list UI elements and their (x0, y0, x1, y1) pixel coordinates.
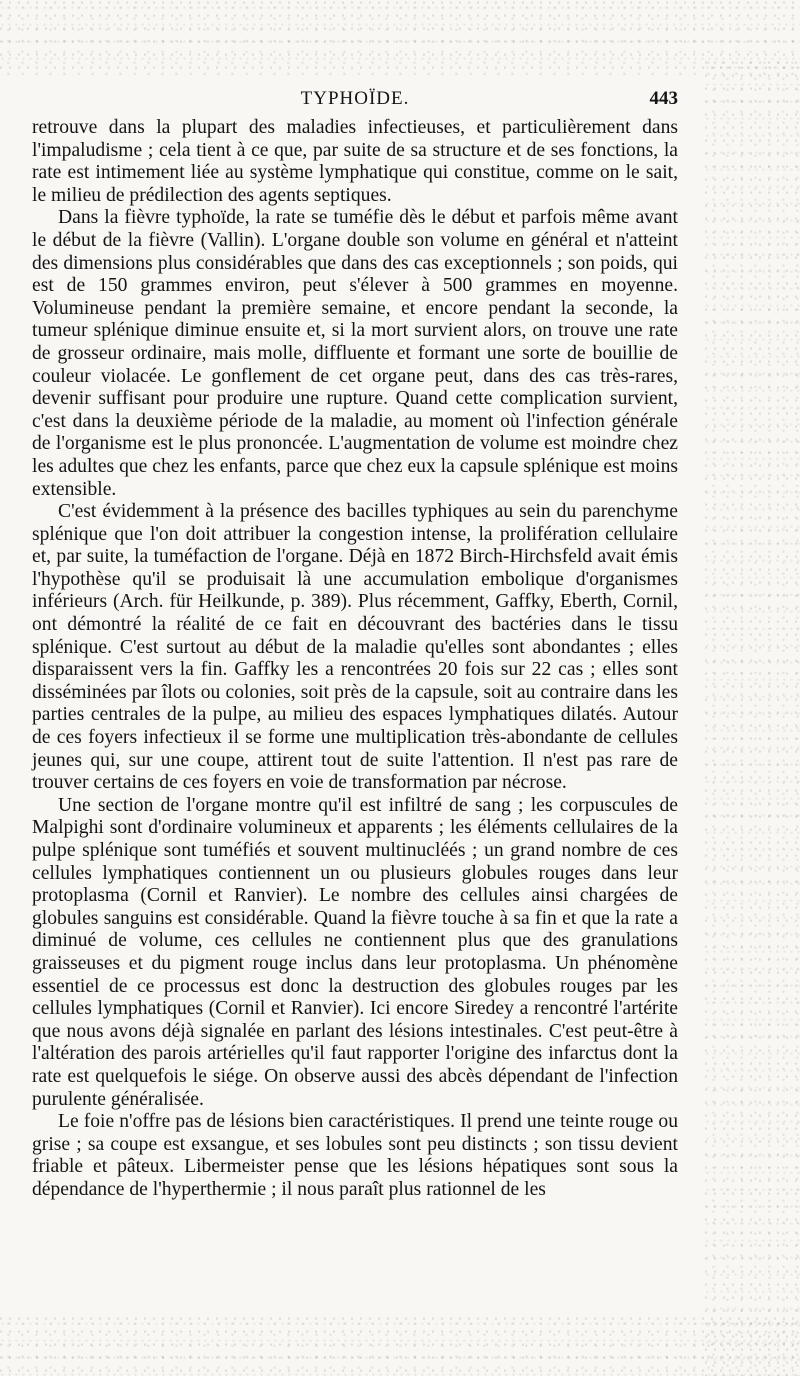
page-speckle-bottom (0, 1316, 800, 1376)
page-speckle-top (0, 0, 800, 75)
page-header (32, 88, 678, 114)
page-speckle-right-margin (705, 60, 800, 1376)
paragraph-foie: Le foie n'offre pas de lésions bien caractéristiques. Il prend une teinte rouge ou grise ; sa coupe est exsangue, et ses lobules sont peu distincts ; son tissu devient friable et pâteux. Libermeister pense que les lésions hépatiques sont sous la dépendance de l'hyperthermie ; il nous paraît plus rationnel de les (32, 1111, 678, 1200)
paragraph-bacilles: C'est évidemment à la présence des bacilles typhiques au sein du parenchyme splénique que l'on doit attribuer la congestion intense, la prolifération cellulaire et, par suite, la tuméfaction de l'organe. Déjà en 1872 Birch-Hirchsfeld avait émis l'hypothèse qu'il se produisait là une accumulation embolique d'organismes inférieurs (Arch. für Heilkunde, p. 389). Plus récemment, Gaffky, Eberth, Cornil, ont démontré la réalité de ce fait en découvrant des bactéries dans le tissu splénique. C'est surtout au début de la maladie qu'elles sont abondantes ; elles disparaissent vers la fin. Gaffky les a rencontrées 20 fois sur 22 cas ; elles sont disséminées par îlots ou colonies, soit près de la capsule, soit au contraire dans les parties centrales de la pulpe, au milieu des espaces lymphatiques dilatés. Autour de ces foyers infectieux il se forme une multiplication très-abondante de cellules jeunes qui, sur une coupe, attirent tout de suite l'attention. Il n'est pas rare de trouver certains de ces foyers en voie de transformation par nécrose. (32, 501, 678, 794)
paragraph-continued: retrouve dans la plupart des maladies infectieuses, et particulièrement dans l'impaludisme ; cela tient à ce que, par suite de sa structure et de ses fonctions, la rate est intimement liée au système lymphatique qui constitue, comme on le sait, le milieu de prédilection des agents septiques. (32, 117, 678, 206)
paragraph-rate-tumefaction: Dans la fièvre typhoïde, la rate se tuméfie dès le début et parfois même avant le début de la fièvre (Vallin). L'organe double son volume en général et n'atteint des dimensions plus considérables que dans des cas exceptionnels ; son poids, qui est de 150 grammes environ, peut s'élever à 500 grammes en moyenne. Volumineuse pendant la première semaine, et encore pendant la seconde, la tumeur splénique diminue ensuite et, si la mort survient alors, on trouve une rate de grosseur ordinaire, mais molle, diffluente et formant une sorte de bouillie de couleur violacée. Le gonflement de cet organe peut, dans des cas très-rares, devenir suffisant pour produire une rupture. Quand cette complication survient, c'est dans la deuxième période de la maladie, au moment où l'infection générale de l'organisme est le plus prononcée. L'augmentation de volume est moindre chez les adultes que chez les enfants, parce que chez eux la capsule splénique est moins extensible. (32, 207, 678, 500)
body-text (32, 117, 678, 1202)
paragraph-section-organe: Une section de l'organe montre qu'il est infiltré de sang ; les corpuscules de Malpighi sont d'ordinaire volumineux et apparents ; les éléments cellulaires de la pulpe splénique sont tuméfiés et souvent multinucléés ; un grand nombre de ces cellules lymphatiques contiennent un ou plusieurs globules rouges dans leur protoplasma (Cornil et Ranvier). Le nombre des cellules ainsi chargées de globules sanguins est considérable. Quand la fièvre touche à sa fin et que la rate a diminué de volume, ces cellules ne contiennent plus que des granulations graisseuses et du pigment rouge inclus dans leur protoplasma. Un phénomène essentiel de ce processus est donc la destruction des globules rouges par les cellules lymphatiques (Cornil et Ranvier). Ici encore Siredey a rencontré l'artérite que nous avons déjà signalée en parlant des lésions intestinales. C'est peut-être à l'altération des parois artérielles qu'il faut rapporter l'origine des infarctus dont la rate est quelquefois le siége. On observe aussi des abcès dépendant de l'infection purulente généralisée. (32, 794, 678, 1110)
running-head: TYPHOÏDE. (300, 88, 410, 109)
page-number: 443 (649, 88, 678, 109)
